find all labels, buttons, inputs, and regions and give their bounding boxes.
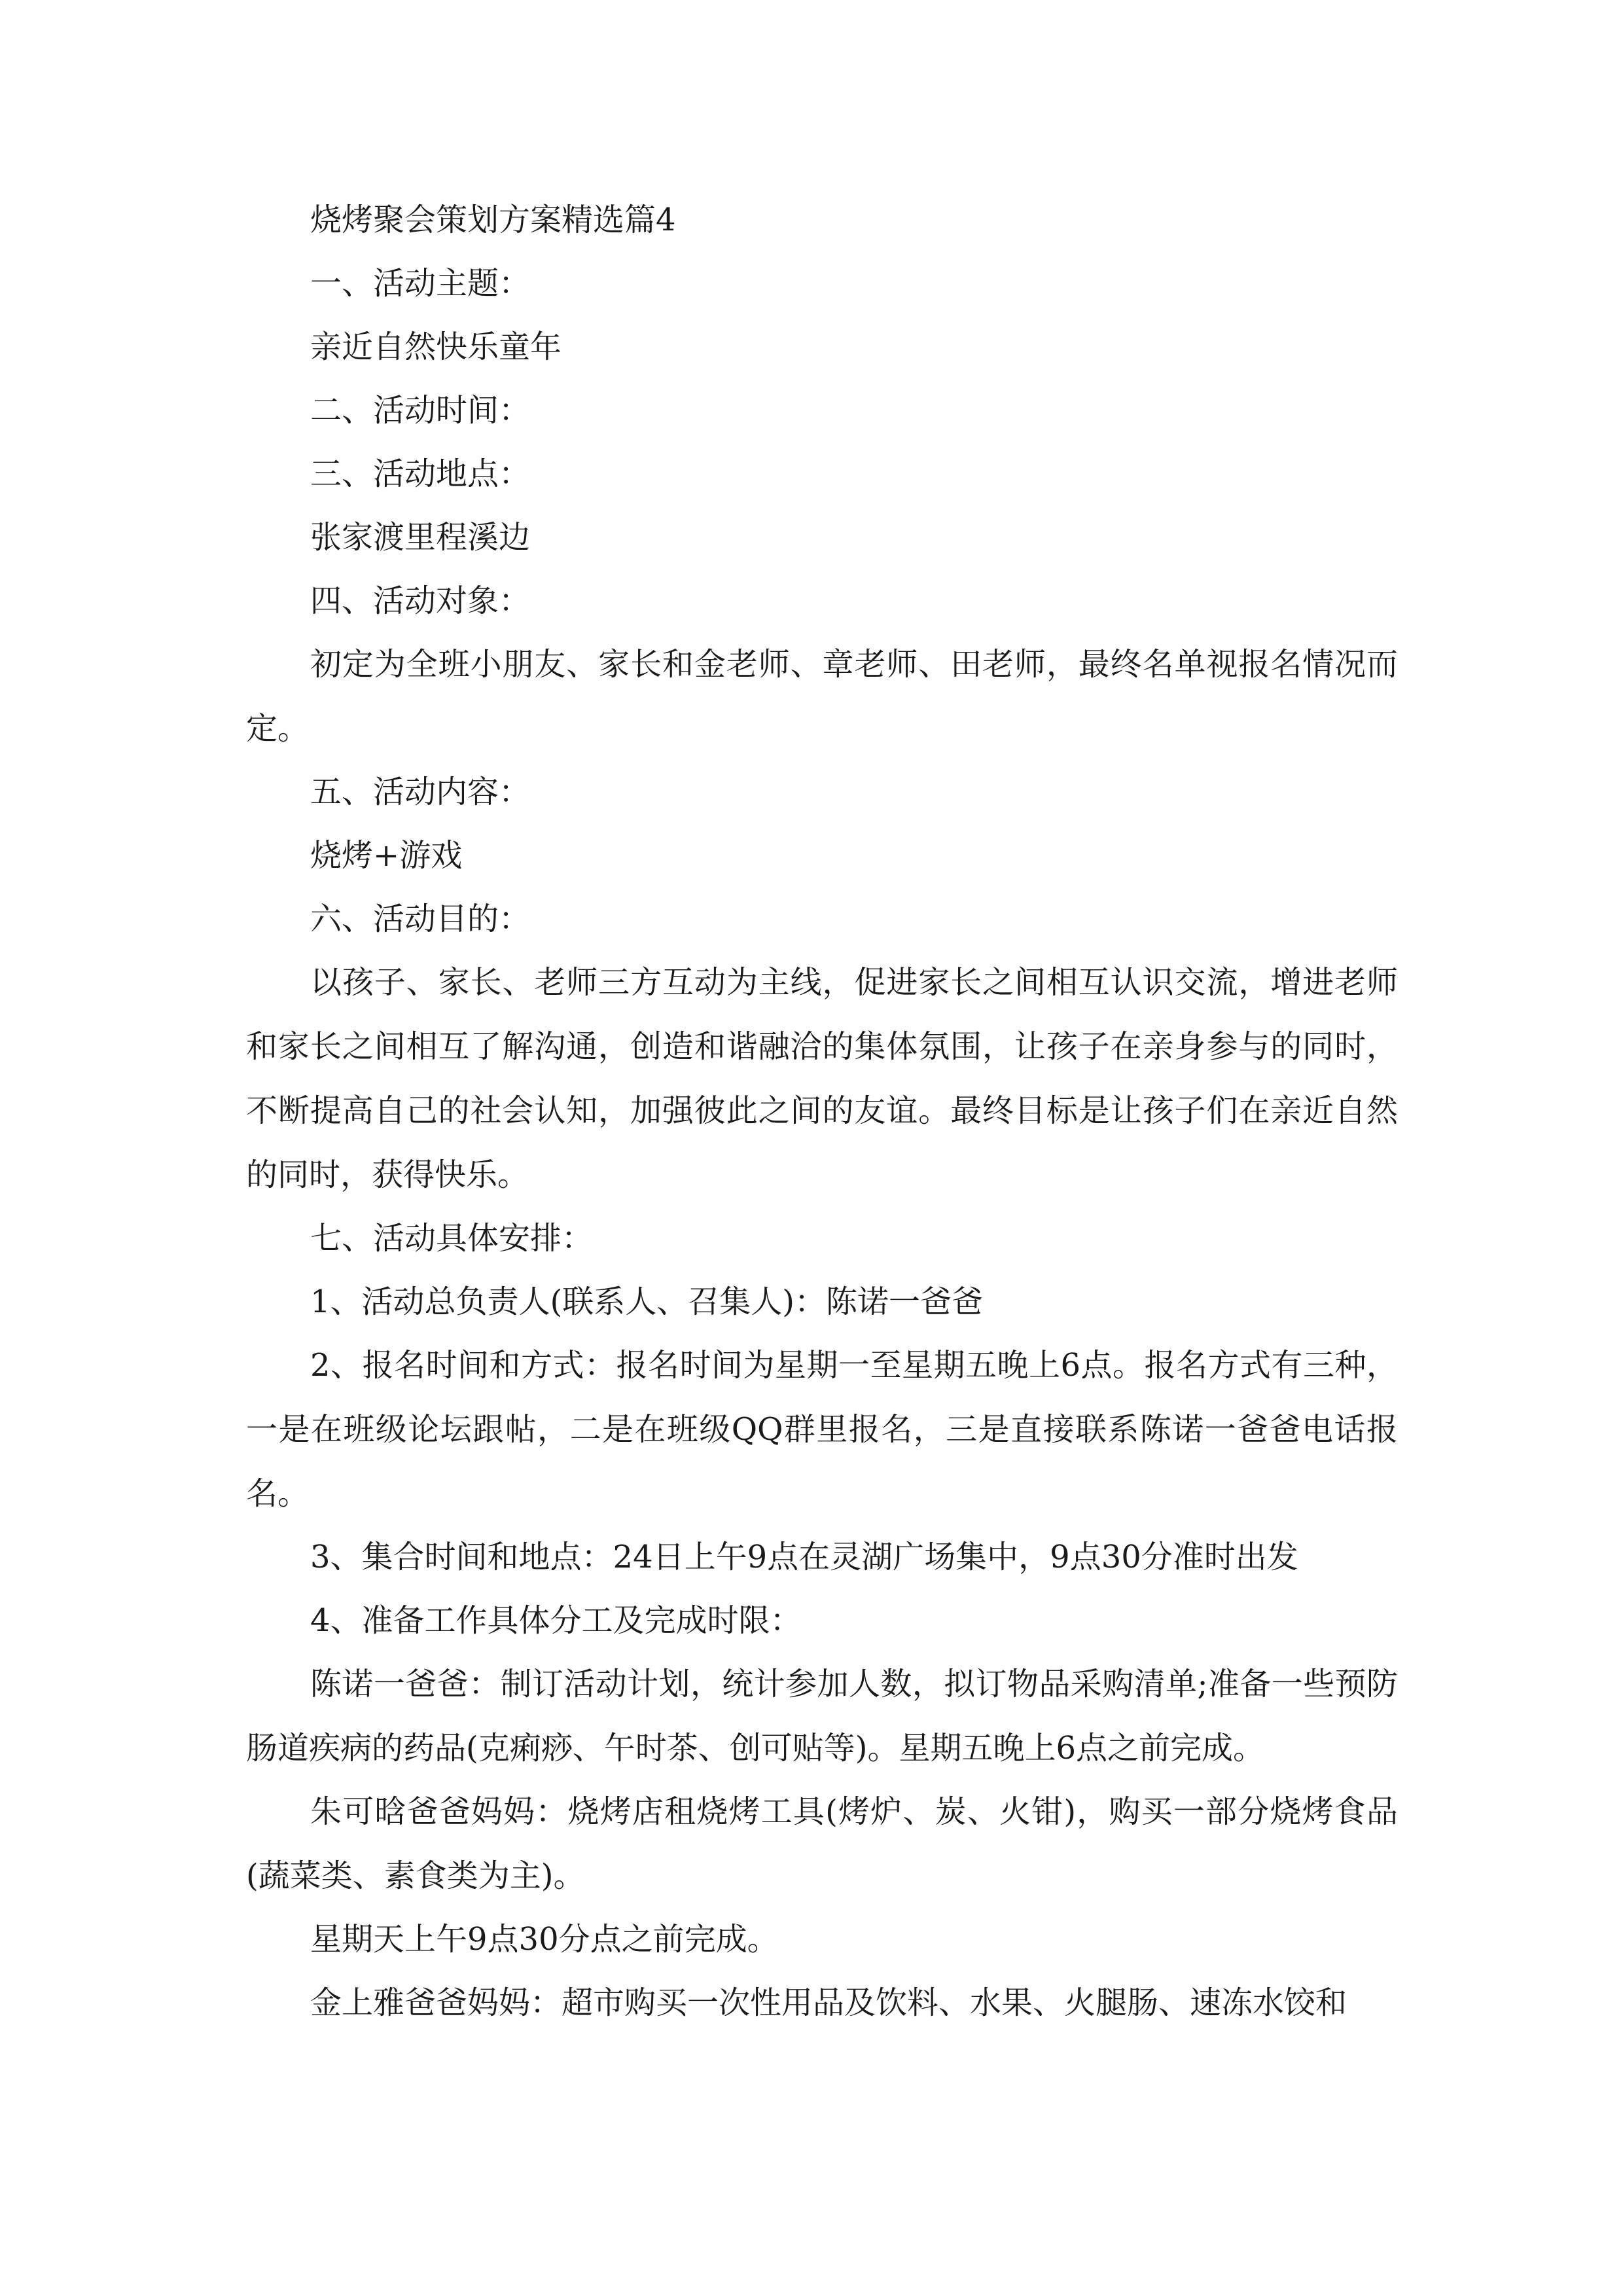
document-title: 烧烤聚会策划方案精选篇4: [310, 202, 676, 238]
paragraph: 2、报名时间和方式：报名时间为星期一至星期五晚上6点。报名方式有三种，一是在班级论坛跟帖，二是在班级QQ群里报名，三是直接联系陈诺一爸爸电话报名。: [246, 1347, 1398, 1512]
section-heading-participants: 四、活动对象：: [310, 583, 531, 619]
paragraph: 张家渡里程溪边: [310, 519, 531, 556]
paragraph: 陈诺一爸爸：制订活动计划，统计参加人数，拟订物品采购清单;准备一些预防肠道疾病的药品(克痢痧、午时茶、创可贴等)。星期五晚上6点之前完成。: [246, 1666, 1398, 1767]
section-heading-arrangement: 七、活动具体安排：: [310, 1220, 594, 1257]
section-heading-location: 三、活动地点：: [310, 456, 531, 492]
paragraph: 星期天上午9点30分点之前完成。: [310, 1921, 779, 1958]
paragraph: 4、准备工作具体分工及完成时限：: [310, 1602, 802, 1639]
document-body: [246, 204, 1398, 2051]
paragraph: 初定为全班小朋友、家长和金老师、章老师、田老师，最终名单视报名情况而定。: [246, 646, 1398, 747]
paragraph: 3、集合时间和地点：24日上午9点在灵湖广场集中，9点30分准时出发: [310, 1539, 1298, 1575]
paragraph: 朱可晗爸爸妈妈：烧烤店租烧烤工具(烤炉、炭、火钳)，购买一部分烧烤食品(蔬菜类、素食类为主)。: [246, 1793, 1398, 1894]
paragraph: 亲近自然快乐童年: [310, 329, 562, 365]
paragraph: 1、活动总负责人(联系人、召集人)：陈诺一爸爸: [310, 1283, 983, 1320]
section-heading-theme: 一、活动主题：: [310, 265, 531, 302]
section-heading-time: 二、活动时间：: [310, 392, 531, 429]
paragraph: 金上雅爸爸妈妈：超市购买一次性用品及饮料、水果、火腿肠、速冻水饺和: [310, 1984, 1347, 2021]
section-heading-purpose: 六、活动目的：: [310, 901, 531, 937]
paragraph: 以孩子、家长、老师三方互动为主线，促进家长之间相互认识交流，增进老师和家长之间相互了解沟通，创造和谐融洽的集体氛围，让孩子在亲身参与的同时，不断提高自己的社会认知，加强彼此之间的友谊。最终目标是让孩子们在亲近自然的同时，获得快乐。: [246, 964, 1398, 1193]
paragraph: 烧烤+游戏: [310, 837, 463, 874]
section-heading-content: 五、活动内容：: [310, 774, 531, 810]
